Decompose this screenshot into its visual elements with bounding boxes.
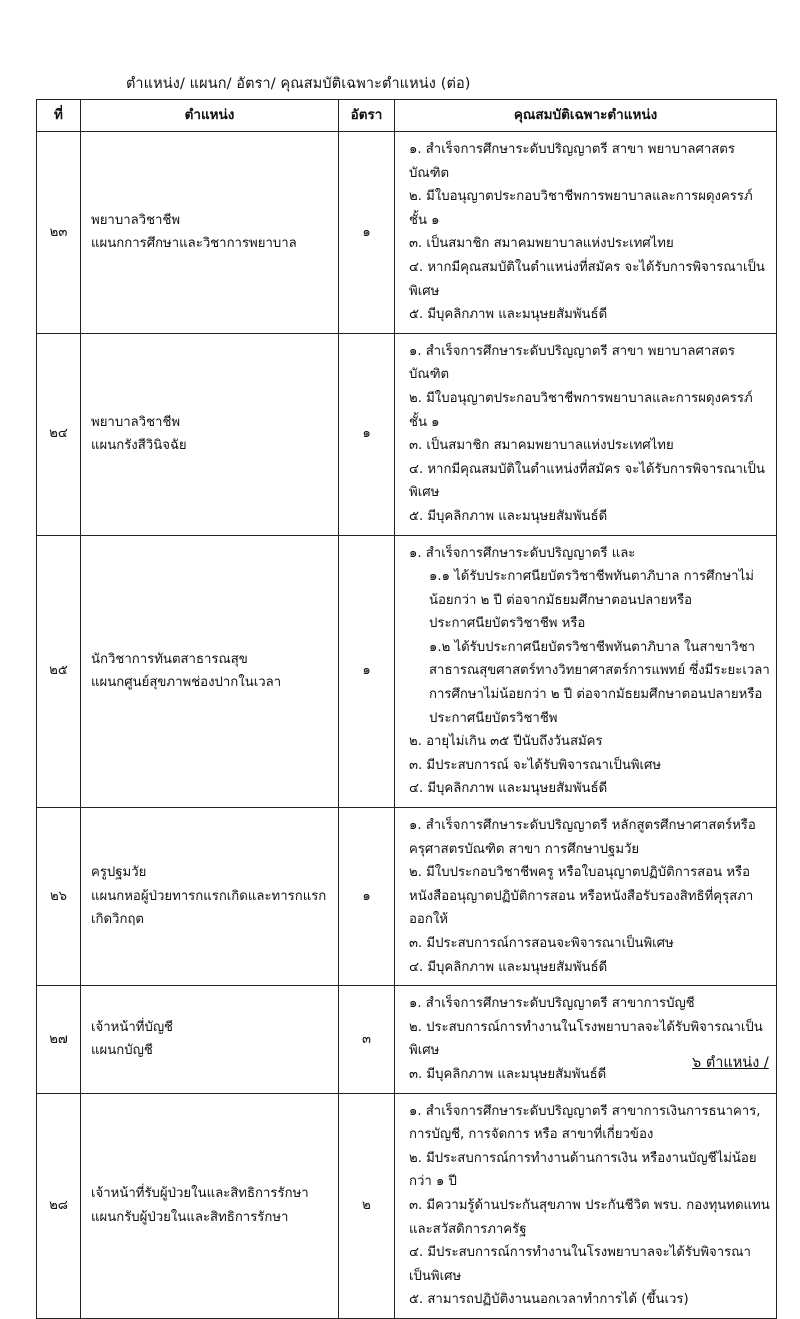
- qualifications-cell: [395, 986, 777, 1093]
- position-title: พยาบาลวิชาชีพ: [91, 414, 181, 430]
- position-title: พยาบาลวิชาชีพ: [91, 212, 181, 228]
- continued-footer: ๖ ตำแหน่ง /: [692, 1055, 769, 1071]
- row-number: ๒๕: [37, 535, 81, 808]
- qualifications-cell: [395, 808, 777, 986]
- rate-cell: ๑: [339, 535, 395, 808]
- position-title: นักวิชาการทันตสาธารณสุข: [91, 651, 248, 667]
- column-header-number: ที่: [37, 100, 81, 132]
- department-name: แผนกรังสีวินิจฉัย: [91, 438, 187, 454]
- positions-table: [36, 99, 777, 1319]
- qualification-item: ๒. มีใบอนุญาตประกอบวิชาชีพการพยาบาลและการผดุงครรภ์ ชั้น ๑: [409, 390, 753, 430]
- position-cell: [81, 333, 339, 535]
- rate-cell: ๑: [339, 333, 395, 535]
- qualification-item: ๑. สำเร็จการศึกษาระดับปริญญาตรี สาขาการบัญชี: [409, 996, 695, 1012]
- rate-cell: ๑: [339, 132, 395, 334]
- department-name: แผนกศูนย์สุขภาพช่องปากในเวลา: [91, 675, 282, 691]
- qualification-subitem: ๑.๑ ได้รับประกาศนียบัตรวิชาชีพทันตาภิบาล การศึกษาไม่น้อยกว่า ๒ ปี ต่อจากมัธยมศึกษาตอนปลายหรือประกาศนียบัตรวิชาชีพ หรือ: [429, 569, 754, 632]
- qualifications-cell: [395, 333, 777, 535]
- column-header-position: ตำแหน่ง: [81, 100, 339, 132]
- rate-cell: ๓: [339, 986, 395, 1093]
- qualifications-cell: [395, 535, 777, 808]
- qualification-item: ๕. มีบุคลิกภาพ และมนุษยสัมพันธ์ดี: [409, 307, 608, 323]
- department-name: แผนกบัญชี: [91, 1043, 153, 1059]
- position-cell: [81, 1093, 339, 1318]
- position-cell: [81, 535, 339, 808]
- qualification-item: ๓. มีบุคลิกภาพ และมนุษยสัมพันธ์ดี: [409, 1066, 607, 1082]
- row-number: ๒๖: [37, 808, 81, 986]
- column-header-rate: อัตรา: [339, 100, 395, 132]
- qualification-item: ๔. มีประสบการณ์การทำงานในโรงพยาบาลจะได้รับพิจารณาเป็นพิเศษ: [409, 1245, 751, 1284]
- table-row: [37, 808, 777, 986]
- qualification-subitem: ๑.๒ ได้รับประกาศนียบัตรวิชาชีพทันตาภิบาล ในสาขาวิชาสาธารณสุขศาสตร์ทางวิทยาศาสตร์การแพทย์ ซึ่งมีระยะเวลาการศึกษาไม่น้อยกว่า ๒ ปี ต่อจากมัธยมศึกษาตอนปลายหรือประกาศนียบัตรวิชาชีพ: [429, 639, 770, 726]
- table-row: [37, 132, 777, 334]
- position-title: เจ้าหน้าที่รับผู้ป่วยในและสิทธิการรักษา: [91, 1186, 309, 1202]
- qualification-item: ๔. หากมีคุณสมบัติในตำแหน่งที่สมัคร จะได้รับการพิจารณาเป็นพิเศษ: [409, 461, 765, 501]
- department-name: แผนกการศึกษาและวิชาการพยาบาล: [91, 236, 297, 252]
- qualification-item: ๒. ประสบการณ์การทำงานในโรงพยาบาลจะได้รับพิจารณาเป็นพิเศษ: [409, 1019, 763, 1059]
- table-row: [37, 333, 777, 535]
- qualification-item: ๒. มีใบประกอบวิชาชีพครู หรือใบอนุญาตปฏิบัติการสอน หรือหนังสืออนุญาตปฏิบัติการสอน หรือหนังสือรับรองสิทธิที่คุรุสภาออกให้: [409, 865, 754, 928]
- column-header-qualifications: คุณสมบัติเฉพาะตำแหน่ง: [395, 100, 777, 132]
- qualification-item: ๓. มีความรู้ด้านประกันสุขภาพ ประกันชีวิต พรบ. กองทุนทดแทน และสวัสดิการภาครัฐ: [409, 1197, 770, 1237]
- qualification-item: ๔. มีบุคลิกภาพ และมนุษยสัมพันธ์ดี: [409, 959, 608, 975]
- position-title: เจ้าหน้าที่บัญชี: [91, 1019, 174, 1035]
- position-cell: [81, 132, 339, 334]
- rate-cell: ๒: [339, 1093, 395, 1318]
- table-header-row: [37, 100, 777, 132]
- qualification-item: ๒. อายุไม่เกิน ๓๕ ปีนับถึงวันสมัคร: [409, 734, 603, 750]
- table-row: [37, 986, 777, 1093]
- department-name: แผนกรับผู้ป่วยในและสิทธิการรักษา: [91, 1209, 289, 1225]
- qualification-item: ๔. มีบุคลิกภาพ และมนุษยสัมพันธ์ดี: [409, 781, 608, 797]
- page-header: ตำแหน่ง/ แผนก/ อัตรา/ คุณสมบัติเฉพาะตำแหน่ง (ต่อ): [126, 76, 471, 92]
- row-number: ๒๔: [37, 333, 81, 535]
- position-cell: [81, 808, 339, 986]
- department-name: แผนกหอผู้ป่วยทารกแรกเกิดและทารกแรกเกิดวิกฤต: [91, 888, 327, 928]
- qualification-item: ๑. สำเร็จการศึกษาระดับปริญญาตรี หลักสูตรศึกษาศาสตร์หรือครุศาสตรบัณฑิต สาขา การศึกษาปฐมวัย: [409, 818, 756, 857]
- row-number: ๒๘: [37, 1093, 81, 1318]
- table-row: [37, 535, 777, 808]
- qualification-item: ๒. มีใบอนุญาตประกอบวิชาชีพการพยาบาลและการผดุงครรภ์ ชั้น ๑: [409, 189, 753, 228]
- qualification-item: ๕. สามารถปฏิบัติงานนอกเวลาทำการได้ (ขึ้นเวร): [409, 1292, 689, 1308]
- position-cell: [81, 986, 339, 1093]
- row-number: ๒๓: [37, 132, 81, 334]
- qualifications-cell: [395, 132, 777, 334]
- table-row: [37, 1093, 777, 1318]
- row-number: ๒๗: [37, 986, 81, 1093]
- qualification-item: ๓. เป็นสมาชิก สมาคมพยาบาลแห่งประเทศไทย: [409, 438, 674, 454]
- qualification-item: ๑. สำเร็จการศึกษาระดับปริญญาตรี สาขา พยาบาลศาสตรบัณฑิต: [409, 142, 735, 181]
- rate-cell: ๑: [339, 808, 395, 986]
- qualification-item: ๓. มีประสบการณ์ จะได้รับพิจารณาเป็นพิเศษ: [409, 757, 662, 773]
- position-title: ครูปฐมวัย: [91, 865, 147, 881]
- qualification-item: ๕. มีบุคลิกภาพ และมนุษยสัมพันธ์ดี: [409, 508, 608, 524]
- qualification-item: ๑. สำเร็จการศึกษาระดับปริญญาตรี และ: [409, 545, 636, 561]
- qualifications-cell: [395, 1093, 777, 1318]
- qualification-item: ๑. สำเร็จการศึกษาระดับปริญญาตรี สาขา พยาบาลศาสตรบัณฑิต: [409, 343, 735, 383]
- qualification-item: ๓. มีประสบการณ์การสอนจะพิจารณาเป็นพิเศษ: [409, 936, 674, 951]
- qualification-item: ๒. มีประสบการณ์การทำงานด้านการเงิน หรืองานบัญชีไม่น้อยกว่า ๑ ปี: [409, 1150, 757, 1190]
- qualification-item: ๓. เป็นสมาชิก สมาคมพยาบาลแห่งประเทศไทย: [409, 236, 674, 252]
- qualification-item: ๑. สำเร็จการศึกษาระดับปริญญาตรี สาขาการเงินการธนาคาร, การบัญชี, การจัดการ หรือ สาขาที่เกี่ยวข้อง: [409, 1103, 761, 1143]
- qualification-item: ๔. หากมีคุณสมบัติในตำแหน่งที่สมัคร จะได้รับการพิจารณาเป็นพิเศษ: [409, 259, 765, 299]
